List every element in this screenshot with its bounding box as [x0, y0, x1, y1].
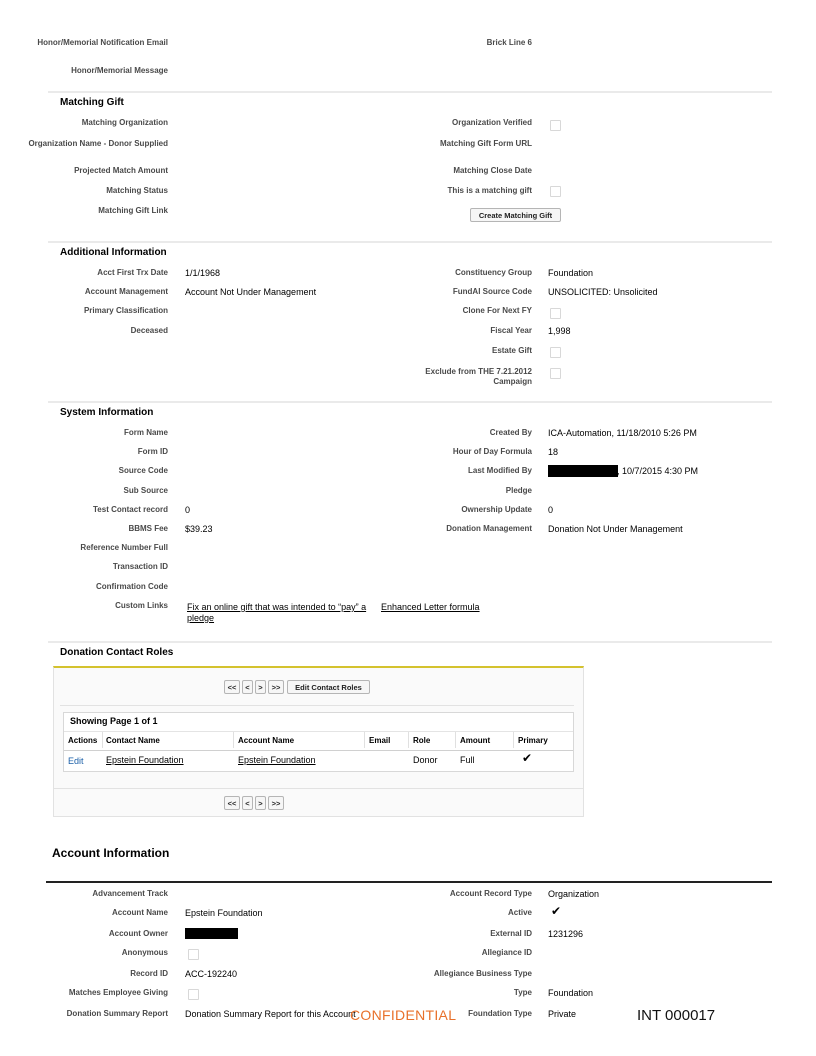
matching-status-label: Matching Status — [106, 186, 168, 195]
account-info-divider — [46, 881, 772, 883]
active-check-icon: ✔ — [551, 904, 562, 918]
pledge-label: Pledge — [505, 486, 532, 495]
column-header: Email — [369, 736, 391, 745]
foundation-type-value: Private — [548, 1009, 577, 1019]
showing-page-text: Showing Page 1 of 1 — [70, 716, 158, 726]
created-by-label: Created By — [489, 428, 532, 437]
confidential-stamp: CONFIDENTIAL — [350, 1007, 457, 1023]
row-role: Donor — [413, 755, 438, 765]
row-edit-link[interactable]: Edit — [68, 756, 84, 766]
type-value: Foundation — [548, 988, 594, 998]
column-header: Primary — [518, 736, 548, 745]
clone-label: Clone For Next FY — [462, 306, 532, 315]
column-separator — [408, 732, 409, 748]
column-separator — [455, 732, 456, 748]
honor-notification-label: Honor/Memorial Notification Email — [37, 38, 168, 47]
row-amount: Full — [460, 755, 475, 765]
clone-checkbox[interactable] — [550, 308, 561, 319]
estate-gift-checkbox[interactable] — [550, 347, 561, 358]
custom-link-enhanced-letter[interactable]: Enhanced Letter formula — [381, 602, 480, 612]
projected-match-label: Projected Match Amount — [74, 166, 168, 175]
contact-roles-title: Donation Contact Roles — [60, 647, 174, 658]
record-type-value: Organization — [548, 889, 600, 899]
constituency-value: Foundation — [548, 268, 594, 278]
external-id-value: 1231296 — [548, 929, 584, 939]
donation-summary-label: Donation Summary Report — [66, 1009, 168, 1018]
row-contact-name-link[interactable]: Epstein Foundation — [106, 755, 184, 765]
additional-info-title: Additional Information — [60, 247, 167, 258]
form-name-label: Form Name — [123, 428, 168, 437]
matches-label: Matches Employee Giving — [68, 988, 168, 997]
ownership-label: Ownership Update — [461, 505, 532, 514]
form-id-label: Form ID — [137, 447, 168, 456]
column-separator — [102, 732, 103, 748]
section-divider — [48, 91, 772, 93]
bbms-fee-value: $39.23 — [185, 524, 213, 534]
fiscal-year-value: 1,998 — [548, 326, 571, 336]
create-matching-gift-button[interactable]: Create Matching Gift — [470, 208, 561, 222]
honor-message-label: Honor/Memorial Message — [71, 66, 168, 75]
advancement-label: Advancement Track — [92, 889, 168, 898]
account-mgmt-value: Account Not Under Management — [185, 287, 317, 297]
hour-formula-value: 18 — [548, 447, 559, 457]
column-header: Actions — [68, 736, 98, 745]
account-mgmt-label: Account Management — [84, 287, 168, 296]
column-header: Role — [413, 736, 431, 745]
account-owner-label: Account Owner — [108, 929, 168, 938]
org-verified-checkbox[interactable] — [550, 120, 561, 131]
donation-mgmt-label: Donation Management — [446, 524, 532, 533]
last-modified-label: Last Modified By — [467, 466, 532, 475]
column-header: Amount — [460, 736, 491, 745]
account-name-label: Account Name — [111, 908, 168, 917]
acct-first-trx-value: 1/1/1968 — [185, 268, 221, 278]
record-id-label: Record ID — [130, 969, 168, 978]
system-info-title: System Information — [60, 407, 154, 418]
org-verified-label: Organization Verified — [451, 118, 532, 127]
donation-mgmt-value: Donation Not Under Management — [548, 524, 683, 534]
fiscal-year-label: Fiscal Year — [490, 326, 532, 335]
matching-organization-label: Matching Organization — [81, 118, 168, 127]
column-separator — [513, 732, 514, 748]
fundai-value: UNSOLICITED: Unsolicited — [548, 287, 658, 297]
primary-check-icon: ✔ — [522, 751, 533, 765]
allegiance-id-label: Allegiance ID — [481, 948, 532, 957]
form-url-label: Matching Gift Form URL — [440, 139, 532, 148]
created-by-value: ICA-Automation, 11/18/2010 5:26 PM — [548, 428, 697, 438]
redaction-bar — [548, 465, 618, 477]
nav-next-button[interactable]: > — [255, 680, 266, 694]
nav-prev-button[interactable]: < — [242, 680, 253, 694]
edit-contact-roles-button[interactable]: Edit Contact Roles — [287, 680, 370, 694]
column-header: Contact Name — [106, 736, 160, 745]
constituency-label: Constituency Group — [455, 268, 532, 277]
bbms-fee-label: BBMS Fee — [128, 524, 168, 533]
last-modified-value: , 10/7/2015 4:30 PM — [617, 466, 699, 476]
type-label: Type — [513, 988, 532, 997]
exclude-checkbox[interactable] — [550, 368, 561, 379]
nav-first-button[interactable]: << — [224, 680, 240, 694]
bates-number: INT 000017 — [637, 1007, 716, 1024]
allegiance-type-label: Allegiance Business Type — [433, 969, 532, 978]
external-id-label: External ID — [490, 929, 532, 938]
ownership-value: 0 — [548, 505, 554, 515]
source-code-label: Source Code — [118, 466, 168, 475]
nav-last-button[interactable]: >> — [268, 796, 284, 810]
record-id-value: ACC-192240 — [185, 969, 238, 979]
custom-link-fix-pledge[interactable]: Fix an online gift that was intended to “pay” a pledge — [187, 602, 367, 623]
foundation-type-label: Foundation Type — [468, 1009, 532, 1018]
deceased-label: Deceased — [130, 326, 168, 335]
panel-divider — [54, 788, 583, 789]
panel-divider — [60, 705, 574, 706]
estate-gift-label: Estate Gift — [491, 346, 532, 355]
brick-line-label: Brick Line 6 — [486, 38, 532, 47]
matching-gift-title: Matching Gift — [60, 97, 124, 108]
exclude-label: Exclude from THE 7.21.2012 Campaign — [425, 367, 532, 386]
custom-links-label: Custom Links — [115, 601, 168, 610]
nav-last-button[interactable]: >> — [268, 680, 284, 694]
active-label: Active — [507, 908, 532, 917]
confirmation-label: Confirmation Code — [96, 582, 168, 591]
section-divider — [48, 641, 772, 643]
primary-class-label: Primary Classification — [83, 306, 168, 315]
row-account-name-link[interactable]: Epstein Foundation — [238, 755, 316, 765]
section-divider — [48, 241, 772, 243]
record-type-label: Account Record Type — [449, 889, 532, 898]
nav-next-button[interactable]: > — [255, 796, 266, 810]
donation-summary-value: Donation Summary Report for this Account — [185, 1009, 356, 1019]
test-contact-label: Test Contact record — [93, 505, 168, 514]
matches-checkbox[interactable] — [188, 989, 199, 1000]
anonymous-label: Anonymous — [121, 948, 168, 957]
is-matching-checkbox[interactable] — [550, 186, 561, 197]
fundai-label: FundAI Source Code — [452, 287, 532, 296]
column-header: Account Name — [238, 736, 295, 745]
matching-gift-link-label: Matching Gift Link — [98, 206, 168, 215]
nav-prev-button[interactable]: < — [242, 796, 253, 810]
reference-label: Reference Number Full — [80, 543, 168, 552]
org-name-donor-label: Organization Name - Donor Supplied — [28, 139, 168, 148]
sub-source-label: Sub Source — [123, 486, 168, 495]
column-separator — [364, 732, 365, 748]
account-info-title: Account Information — [52, 846, 170, 860]
anonymous-checkbox[interactable] — [188, 949, 199, 960]
section-divider — [48, 401, 772, 403]
is-matching-label: This is a matching gift — [447, 186, 532, 195]
redaction-bar — [185, 928, 238, 939]
test-contact-value: 0 — [185, 505, 191, 515]
nav-first-button[interactable]: << — [224, 796, 240, 810]
acct-first-trx-label: Acct First Trx Date — [97, 268, 168, 277]
hour-formula-label: Hour of Day Formula — [452, 447, 532, 456]
transaction-label: Transaction ID — [112, 562, 168, 571]
account-name-value: Epstein Foundation — [185, 908, 263, 918]
close-date-label: Matching Close Date — [453, 166, 532, 175]
column-separator — [233, 732, 234, 748]
